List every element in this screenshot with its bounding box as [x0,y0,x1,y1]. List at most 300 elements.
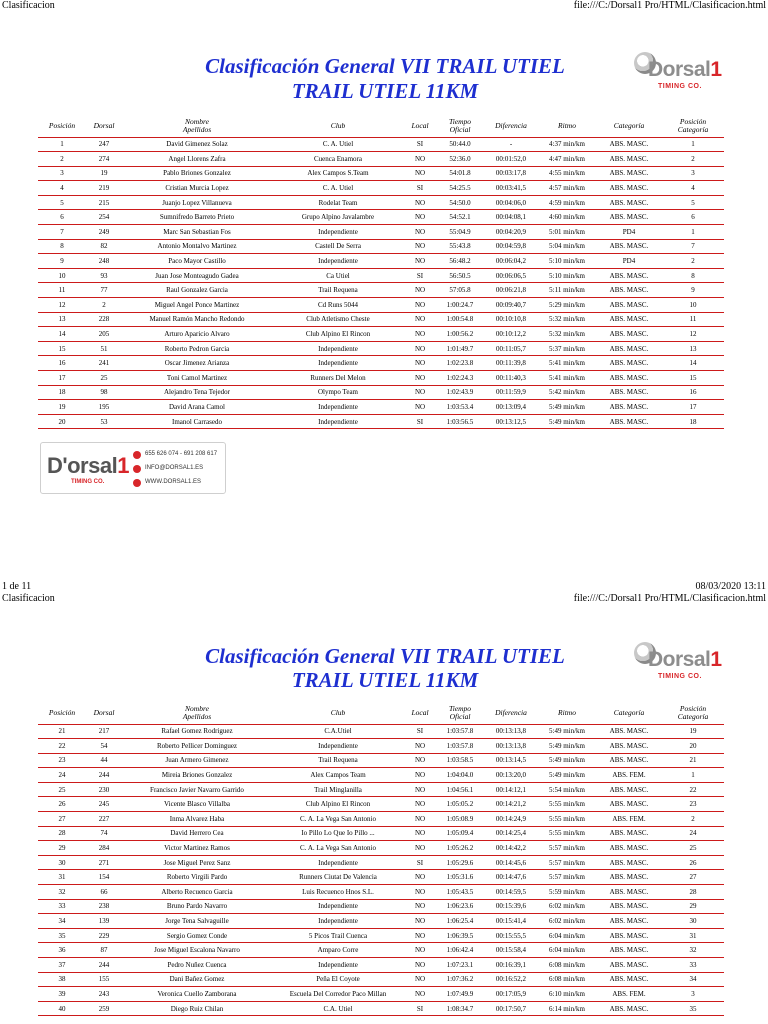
cell-dorsal: 238 [86,899,122,914]
cell-ritmo: 6:08 min/km [538,972,596,987]
table-row [38,885,724,900]
cell-ritmo: 4:55 min/km [538,166,596,181]
table-row [38,137,724,152]
cell-categoria: ABS. MASC. [596,356,662,371]
cell-posicion: 20 [38,414,86,429]
cell-dorsal: 25 [86,371,122,386]
cell-nombre: Juan Jose Monteagudo Gadea [122,268,272,283]
cell-club: Alex Campos S.Team [272,166,404,181]
cell-diferencia: 00:14:12,1 [484,782,538,797]
cell-dorsal: 82 [86,239,122,254]
cell-categoria: ABS. MASC. [596,385,662,400]
cell-local: NO [404,327,436,342]
cell-ritmo: 5:49 min/km [538,768,596,783]
cell-nombre: Jorge Tena Salvaguille [122,914,272,929]
cell-local: NO [404,239,436,254]
cell-categoria: ABS. MASC. [596,210,662,225]
table-row [38,356,724,371]
cell-club: C. A. Utiel [272,137,404,152]
cell-nombre: Alberto Recuenco Garcia [122,885,272,900]
cell-club: Independiente [272,414,404,429]
cell-diferencia: 00:13:09,4 [484,400,538,415]
cell-dorsal: 87 [86,943,122,958]
cell-diferencia: 00:11:05,7 [484,341,538,356]
cell-dorsal: 271 [86,855,122,870]
table-row [38,841,724,856]
cell-posicion-categoria: 7 [662,239,724,254]
cell-ritmo: 5:49 min/km [538,753,596,768]
cell-dorsal: 274 [86,152,122,167]
cell-nombre: Diego Ruiz Chilan [122,1001,272,1016]
table-row [38,797,724,812]
cell-tiempo: 54:52.1 [436,210,484,225]
cell-categoria: ABS. MASC. [596,870,662,885]
cell-local: NO [404,797,436,812]
cell-tiempo: 56:48.2 [436,254,484,269]
cell-local: NO [404,210,436,225]
cell-nombre: Sergio Gomez Conde [122,928,272,943]
cell-dorsal: 243 [86,987,122,1002]
cell-diferencia: 00:11:59,9 [484,385,538,400]
cell-nombre: Inma Alvarez Haba [122,812,272,827]
cell-dorsal: 244 [86,768,122,783]
cell-posicion-categoria: 21 [662,753,724,768]
cell-nombre: Vicente Blasco Villalba [122,797,272,812]
cell-ritmo: 6:02 min/km [538,914,596,929]
cell-local: NO [404,841,436,856]
table-row [38,782,724,797]
cell-dorsal: 93 [86,268,122,283]
col-dorsal: Dorsal [93,120,115,130]
cell-categoria: ABS. MASC. [596,914,662,929]
cell-categoria: ABS. MASC. [596,782,662,797]
table-row [38,239,724,254]
dorsal1-logo-p2: Dorsal1 TIMING CO. [632,638,714,690]
cell-diferencia: 00:04:59,8 [484,239,538,254]
cell-categoria: ABS. MASC. [596,724,662,739]
cell-ritmo: 5:10 min/km [538,254,596,269]
cell-diferencia: 00:03:17,8 [484,166,538,181]
page-counter: 1 de 11 [2,581,32,592]
cell-dorsal: 227 [86,812,122,827]
cell-club: C. A. Utiel [272,181,404,196]
cell-posicion: 23 [38,753,86,768]
cell-dorsal: 139 [86,914,122,929]
cell-club: Club Atletismo Cheste [272,312,404,327]
sponsor-phone: 655 626 074 - 691 208 617 [145,451,218,457]
cell-posicion: 5 [38,195,86,210]
cell-ritmo: 5:41 min/km [538,356,596,371]
cell-posicion-categoria: 2 [662,254,724,269]
cell-local: NO [404,958,436,973]
cell-categoria: ABS. MASC. [596,400,662,415]
cell-tiempo: 52:36.0 [436,152,484,167]
cell-ritmo: 4:37 min/km [538,137,596,152]
cell-categoria: ABS. MASC. [596,826,662,841]
cell-categoria: PD4 [596,225,662,240]
cell-nombre: Imanol Carrasedo [122,414,272,429]
cell-tiempo: 1:05:31.6 [436,870,484,885]
cell-nombre: David Arana Camol [122,400,272,415]
cell-dorsal: 66 [86,885,122,900]
cell-club: Independiente [272,855,404,870]
col-club: Club [330,120,346,130]
table-row [38,225,724,240]
cell-categoria: ABS. MASC. [596,239,662,254]
results-table-page2 [38,702,724,1016]
table-row [38,753,724,768]
cell-tiempo: 55:43.8 [436,239,484,254]
cell-tiempo: 1:03:57.8 [436,739,484,754]
cell-dorsal: 44 [86,753,122,768]
cell-posicion-categoria: 34 [662,972,724,987]
cell-local: SI [404,724,436,739]
cell-posicion: 26 [38,797,86,812]
cell-tiempo: 50:44.0 [436,137,484,152]
cell-dorsal: 77 [86,283,122,298]
cell-posicion: 14 [38,327,86,342]
cell-categoria: ABS. MASC. [596,841,662,856]
cell-ritmo: 5:57 min/km [538,855,596,870]
cell-dorsal: 195 [86,400,122,415]
cell-local: NO [404,739,436,754]
table-row [38,268,724,283]
cell-club: Independiente [272,356,404,371]
col-nombre: Nombre Apellidos [182,703,212,721]
cell-club: 5 Picos Trail Cuenca [272,928,404,943]
cell-nombre: Raul Gonzalez Garcia [122,283,272,298]
cell-diferencia: 00:09:40,7 [484,298,538,313]
cell-posicion: 15 [38,341,86,356]
cell-posicion: 36 [38,943,86,958]
cell-local: NO [404,885,436,900]
table-header [38,115,724,137]
cell-local: NO [404,870,436,885]
cell-posicion-categoria: 29 [662,899,724,914]
cell-diferencia: 00:15:58,4 [484,943,538,958]
table-row [38,899,724,914]
cell-club: Independiente [272,739,404,754]
sponsor-card: D'orsal1 TIMING CO. 655 626 074 - 691 208 617 INFO@DORSAL1.ES WWW.DORSAL1.ES [40,442,226,494]
cell-tiempo: 1:07:36.2 [436,972,484,987]
cell-ritmo: 5:29 min/km [538,298,596,313]
cell-ritmo: 5:10 min/km [538,268,596,283]
cell-posicion: 8 [38,239,86,254]
cell-club: Castell De Serra [272,239,404,254]
cell-dorsal: 247 [86,137,122,152]
cell-nombre: Oscar Jimenez Arianza [122,356,272,371]
table-row [38,855,724,870]
cell-posicion-categoria: 30 [662,914,724,929]
cell-posicion: 12 [38,298,86,313]
cell-local: SI [404,268,436,283]
cell-posicion-categoria: 26 [662,855,724,870]
cell-club: Amparo Corre [272,943,404,958]
cell-club: Trail Requena [272,283,404,298]
cell-diferencia: 00:04:08,1 [484,210,538,225]
cell-diferencia: 00:15:39,6 [484,899,538,914]
browser-tab-title-p2: Clasificacion [2,593,55,604]
cell-ritmo: 4:57 min/km [538,181,596,196]
cell-posicion: 7 [38,225,86,240]
col-posicion-categoria: Posición Categoría [677,116,709,134]
cell-posicion: 11 [38,283,86,298]
col-diferencia: Diferencia [495,120,527,130]
cell-dorsal: 154 [86,870,122,885]
cell-dorsal: 249 [86,225,122,240]
table-row [38,914,724,929]
cell-local: NO [404,371,436,386]
cell-ritmo: 5:01 min/km [538,225,596,240]
table-row [38,739,724,754]
table-row [38,195,724,210]
table-row [38,972,724,987]
cell-categoria: ABS. MASC. [596,195,662,210]
cell-dorsal: 228 [86,312,122,327]
cell-ritmo: 6:08 min/km [538,958,596,973]
cell-posicion-categoria: 10 [662,298,724,313]
cell-diferencia: 00:14:47,6 [484,870,538,885]
cell-posicion: 30 [38,855,86,870]
col-local: Local [411,707,429,717]
cell-diferencia: 00:16:39,1 [484,958,538,973]
cell-posicion-categoria: 27 [662,870,724,885]
cell-nombre: Alejandro Tena Tejedor [122,385,272,400]
cell-local: NO [404,400,436,415]
cell-nombre: Juanjo Lopez Villanueva [122,195,272,210]
cell-categoria: PD4 [596,254,662,269]
cell-dorsal: 284 [86,841,122,856]
cell-club: Grupo Alpino Javalambre [272,210,404,225]
cell-tiempo: 1:03:56.5 [436,414,484,429]
col-local: Local [411,120,429,130]
cell-posicion: 22 [38,739,86,754]
cell-diferencia: 00:14:21,2 [484,797,538,812]
cell-posicion-categoria: 24 [662,826,724,841]
table-row [38,870,724,885]
cell-ritmo: 6:02 min/km [538,899,596,914]
cell-diferencia: 00:13:12,5 [484,414,538,429]
cell-nombre: David Herrero Cea [122,826,272,841]
page-title-p2: Clasificación General VII TRAIL UTIEL [205,644,565,668]
cell-ritmo: 5:54 min/km [538,782,596,797]
cell-diferencia: 00:16:52,2 [484,972,538,987]
cell-nombre: Marc San Sebastian Fos [122,225,272,240]
cell-diferencia: 00:11:40,3 [484,371,538,386]
cell-ritmo: 5:42 min/km [538,385,596,400]
cell-categoria: ABS. MASC. [596,885,662,900]
sponsor-web: WWW.DORSAL1.ES [145,479,202,485]
table-row [38,943,724,958]
cell-posicion-categoria: 1 [662,225,724,240]
cell-club: C.A.Utiel [272,724,404,739]
cell-club: Luis Recuenco Hnos S.L. [272,885,404,900]
cell-posicion-categoria: 19 [662,724,724,739]
cell-tiempo: 1:03:58.5 [436,753,484,768]
cell-categoria: ABS. MASC. [596,312,662,327]
cell-club: Independiente [272,254,404,269]
cell-diferencia: 00:06:06,5 [484,268,538,283]
cell-posicion: 28 [38,826,86,841]
cell-categoria: ABS. MASC. [596,371,662,386]
cell-tiempo: 1:07:49.9 [436,987,484,1002]
cell-posicion: 39 [38,987,86,1002]
cell-posicion: 10 [38,268,86,283]
cell-posicion: 18 [38,385,86,400]
cell-categoria: ABS. MASC. [596,137,662,152]
cell-posicion: 27 [38,812,86,827]
cell-ritmo: 4:59 min/km [538,195,596,210]
cell-nombre: Rafael Gomez Rodriguez [122,724,272,739]
cell-ritmo: 5:59 min/km [538,885,596,900]
cell-diferencia: 00:13:13,8 [484,724,538,739]
cell-categoria: ABS. MASC. [596,327,662,342]
cell-posicion-categoria: 11 [662,312,724,327]
cell-categoria: ABS. MASC. [596,414,662,429]
cell-dorsal: 205 [86,327,122,342]
cell-nombre: Victor Martinez Ramos [122,841,272,856]
table-row [38,400,724,415]
cell-posicion-categoria: 18 [662,414,724,429]
cell-ritmo: 5:37 min/km [538,341,596,356]
cell-tiempo: 1:04:04.0 [436,768,484,783]
cell-posicion: 34 [38,914,86,929]
cell-local: NO [404,283,436,298]
cell-club: Olympo Team [272,385,404,400]
cell-categoria: ABS. MASC. [596,1001,662,1016]
cell-diferencia: 00:11:39,8 [484,356,538,371]
cell-ritmo: 5:55 min/km [538,797,596,812]
cell-local: NO [404,195,436,210]
dorsal1-logo: Dorsal1 TIMING CO. [632,48,714,100]
table-row [38,1001,724,1016]
cell-tiempo: 1:03:57.8 [436,724,484,739]
cell-tiempo: 1:05:09.4 [436,826,484,841]
cell-nombre: Arturo Aparicio Alvaro [122,327,272,342]
cell-ritmo: 5:11 min/km [538,283,596,298]
cell-nombre: Roberto Pellicer Dominguez [122,739,272,754]
cell-club: Club Alpino El Rincon [272,797,404,812]
cell-dorsal: 248 [86,254,122,269]
sponsor-logo: D'orsal1 [47,453,129,478]
cell-local: SI [404,855,436,870]
cell-club: Runners Del Melon [272,371,404,386]
cell-ritmo: 5:57 min/km [538,870,596,885]
cell-nombre: Juan Armero Gimenez [122,753,272,768]
cell-nombre: Pablo Briones Gonzalez [122,166,272,181]
cell-posicion: 40 [38,1001,86,1016]
cell-club: Io Pillo Lo Que Io Pillo ... [272,826,404,841]
cell-local: NO [404,753,436,768]
cell-tiempo: 1:06:39.5 [436,928,484,943]
cell-dorsal: 74 [86,826,122,841]
cell-diferencia: 00:17:05,9 [484,987,538,1002]
cell-local: NO [404,152,436,167]
sponsor-email: INFO@DORSAL1.ES [145,465,204,471]
cell-local: NO [404,899,436,914]
table-row [38,298,724,313]
cell-club: Cd Runs 5044 [272,298,404,313]
cell-posicion-categoria: 33 [662,958,724,973]
cell-local: NO [404,826,436,841]
cell-categoria: ABS. MASC. [596,181,662,196]
cell-ritmo: 6:14 min/km [538,1001,596,1016]
cell-diferencia: 00:14:45,6 [484,855,538,870]
cell-diferencia: 00:01:52,0 [484,152,538,167]
cell-tiempo: 54:25.5 [436,181,484,196]
cell-club: C.A. Utiel [272,1001,404,1016]
cell-dorsal: 54 [86,739,122,754]
cell-posicion-categoria: 3 [662,987,724,1002]
cell-ritmo: 5:04 min/km [538,239,596,254]
cell-tiempo: 1:02:23.8 [436,356,484,371]
cell-local: SI [404,1001,436,1016]
cell-nombre: David Gimenez Solaz [122,137,272,152]
table-row [38,341,724,356]
cell-dorsal: 19 [86,166,122,181]
cell-posicion-categoria: 4 [662,181,724,196]
table-row [38,812,724,827]
cell-ritmo: 5:55 min/km [538,812,596,827]
col-posicion: Posición [48,120,76,130]
cell-categoria: ABS. MASC. [596,152,662,167]
phone-icon [133,451,141,459]
cell-ritmo: 6:04 min/km [538,928,596,943]
col-categoria: Categoría [613,707,645,717]
page-title: Clasificación General VII TRAIL UTIEL [205,54,565,78]
results-table-page1 [38,115,724,429]
cell-categoria: ABS. MASC. [596,298,662,313]
table-row [38,254,724,269]
cell-tiempo: 1:06:25.4 [436,914,484,929]
cell-posicion-categoria: 15 [662,371,724,386]
cell-posicion-categoria: 32 [662,943,724,958]
cell-dorsal: 217 [86,724,122,739]
cell-diferencia: 00:10:12,2 [484,327,538,342]
cell-local: NO [404,972,436,987]
cell-club: Independiente [272,341,404,356]
table-row [38,210,724,225]
cell-nombre: Dani Bañez Gomez [122,972,272,987]
table-row [38,181,724,196]
cell-tiempo: 1:00:54.8 [436,312,484,327]
cell-categoria: ABS. MASC. [596,739,662,754]
cell-dorsal: 244 [86,958,122,973]
col-ritmo: Ritmo [558,707,576,717]
table-row [38,928,724,943]
cell-nombre: Miguel Angel Ponce Martinez [122,298,272,313]
cell-tiempo: 1:02:24.3 [436,371,484,386]
cell-local: NO [404,812,436,827]
cell-local: NO [404,943,436,958]
cell-local: NO [404,312,436,327]
cell-club: Club Alpino El Rincon [272,327,404,342]
cell-tiempo: 1:05:26.2 [436,841,484,856]
cell-tiempo: 54:50.0 [436,195,484,210]
cell-nombre: Roberto Pedron Garcia [122,341,272,356]
cell-posicion-categoria: 2 [662,812,724,827]
browser-tab-title: Clasificacion [2,0,55,11]
cell-club: Runners Ciutat De Valencia [272,870,404,885]
cell-diferencia: 00:10:10,8 [484,312,538,327]
cell-diferencia: 00:04:06,0 [484,195,538,210]
cell-local: SI [404,414,436,429]
cell-dorsal: 155 [86,972,122,987]
cell-posicion-categoria: 17 [662,400,724,415]
cell-ritmo: 5:57 min/km [538,841,596,856]
table-row [38,166,724,181]
cell-local: NO [404,385,436,400]
